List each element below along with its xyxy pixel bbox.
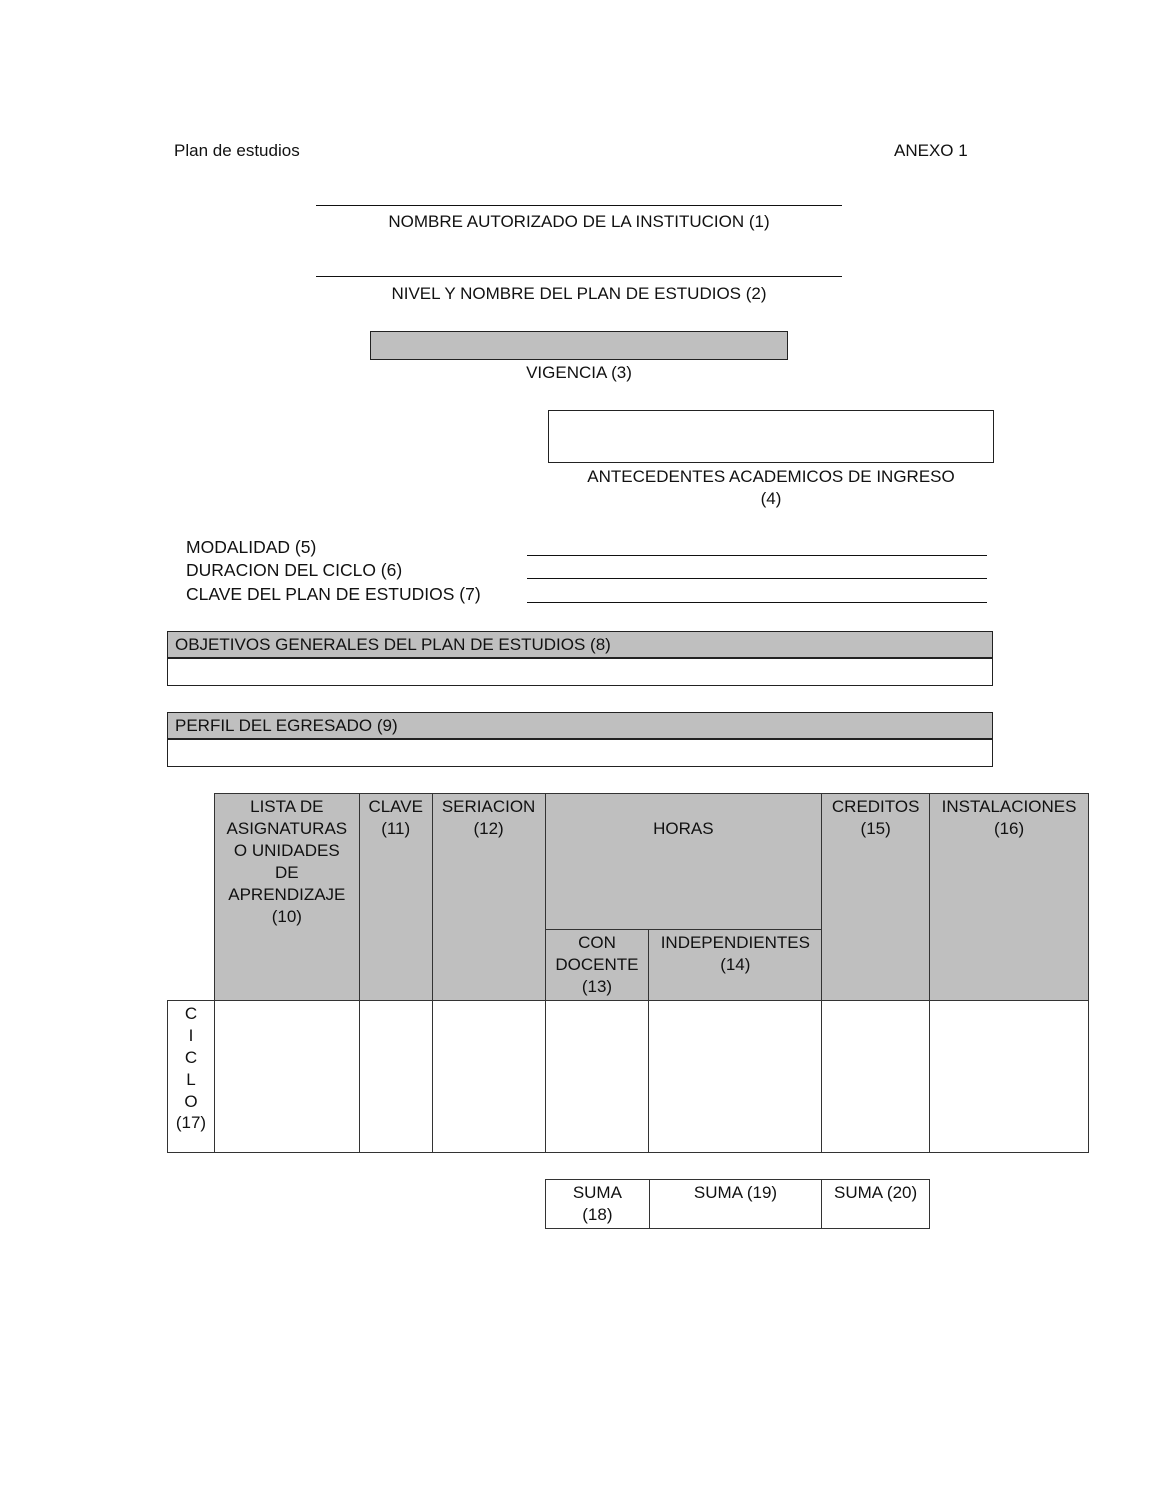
ciclo-letter: I bbox=[188, 1026, 194, 1045]
col-lista-line: DE bbox=[275, 863, 299, 882]
col-con-docente-line: DOCENTE bbox=[555, 955, 639, 974]
suma-18-cell[interactable] bbox=[546, 1180, 650, 1229]
corner-cell-2 bbox=[168, 930, 215, 1001]
objetivos-field[interactable] bbox=[167, 657, 993, 686]
plan-label: NIVEL Y NOMBRE DEL PLAN DE ESTUDIOS (2) bbox=[391, 284, 767, 303]
cell-independientes[interactable] bbox=[649, 1001, 822, 1153]
ciclo-letter: C bbox=[184, 1004, 198, 1023]
objetivos-header: OBJETIVOS GENERALES DEL PLAN DE ESTUDIOS (8) bbox=[167, 631, 993, 659]
header-left: Plan de estudios bbox=[174, 141, 300, 160]
col-seriacion-header bbox=[432, 794, 545, 1001]
col-lista-line: (10) bbox=[271, 907, 302, 926]
col-creditos-line: (15) bbox=[860, 819, 891, 838]
col-creditos-line: CREDITOS bbox=[831, 797, 920, 816]
modalidad-label: MODALIDAD (5) bbox=[186, 537, 317, 557]
suma-18-line: SUMA bbox=[572, 1183, 622, 1202]
col-seriacion-line: SERIACION bbox=[441, 797, 536, 816]
modalidad-line[interactable] bbox=[527, 555, 987, 556]
ciclo-cell bbox=[168, 1001, 215, 1153]
duracion-label: DURACION DEL CICLO (6) bbox=[186, 560, 403, 580]
col-lista-line: ASIGNATURAS bbox=[226, 819, 348, 838]
ciclo-letter: O bbox=[184, 1092, 198, 1111]
vigencia-label: VIGENCIA (3) bbox=[526, 363, 632, 382]
cell-con-docente[interactable] bbox=[545, 1001, 649, 1153]
perfil-field[interactable] bbox=[167, 738, 993, 767]
col-creditos-header bbox=[822, 794, 930, 1001]
antecedentes-field[interactable] bbox=[548, 410, 994, 463]
duracion-line[interactable] bbox=[527, 578, 987, 579]
corner-cell bbox=[168, 794, 215, 930]
col-con-docente-header bbox=[545, 930, 649, 1001]
header-right: ANEXO 1 bbox=[894, 141, 968, 160]
col-lista-line: O UNIDADES bbox=[233, 841, 340, 860]
institution-label: NOMBRE AUTORIZADO DE LA INSTITUCION (1) bbox=[388, 212, 770, 231]
suma-20-cell[interactable]: SUMA (20) bbox=[822, 1180, 930, 1229]
col-con-docente-line: CON bbox=[578, 933, 616, 952]
col-instalaciones-header bbox=[930, 794, 1089, 1001]
col-con-docente-line: (13) bbox=[581, 977, 613, 996]
cell-creditos[interactable] bbox=[822, 1001, 930, 1153]
subjects-table bbox=[167, 793, 1089, 1153]
vigencia-field[interactable] bbox=[370, 331, 788, 360]
cell-seriacion[interactable] bbox=[432, 1001, 545, 1153]
clave-plan-line[interactable] bbox=[527, 602, 987, 603]
col-clave-header bbox=[359, 794, 432, 1001]
col-horas-header: HORAS bbox=[545, 794, 822, 930]
antecedentes-label-line2: (4) bbox=[760, 489, 782, 508]
sums-table bbox=[545, 1179, 930, 1229]
suma-18-line: (18) bbox=[582, 1205, 613, 1224]
ciclo-letter: C bbox=[184, 1048, 198, 1067]
col-independientes-line: INDEPENDIENTES bbox=[660, 933, 810, 952]
col-clave-line: (11) bbox=[381, 819, 411, 838]
col-instalaciones-line: INSTALACIONES bbox=[941, 797, 1077, 816]
col-lista-header bbox=[214, 794, 359, 1001]
antecedentes-label-line1: ANTECEDENTES ACADEMICOS DE INGRESO bbox=[587, 467, 955, 486]
suma-19-cell[interactable]: SUMA (19) bbox=[649, 1180, 821, 1229]
ciclo-letter: L bbox=[186, 1070, 196, 1089]
cell-clave[interactable] bbox=[359, 1001, 432, 1153]
col-instalaciones-line: (16) bbox=[993, 819, 1025, 838]
ciclo-number: (17) bbox=[175, 1113, 207, 1132]
col-independientes-header bbox=[649, 930, 822, 1001]
plan-line[interactable] bbox=[316, 276, 842, 277]
col-seriacion-line: (12) bbox=[473, 819, 504, 838]
antecedentes-label bbox=[548, 466, 994, 510]
col-lista-line: APRENDIZAJE bbox=[228, 885, 346, 904]
col-lista-line: LISTA DE bbox=[250, 797, 324, 816]
col-clave-line: CLAVE bbox=[368, 797, 423, 816]
col-independientes-line: (14) bbox=[720, 955, 751, 974]
clave-plan-label: CLAVE DEL PLAN DE ESTUDIOS (7) bbox=[186, 584, 481, 604]
perfil-header: PERFIL DEL EGRESADO (9) bbox=[167, 712, 993, 740]
cell-instalaciones[interactable] bbox=[930, 1001, 1089, 1153]
cell-lista[interactable] bbox=[214, 1001, 359, 1153]
institution-line[interactable] bbox=[316, 205, 842, 206]
